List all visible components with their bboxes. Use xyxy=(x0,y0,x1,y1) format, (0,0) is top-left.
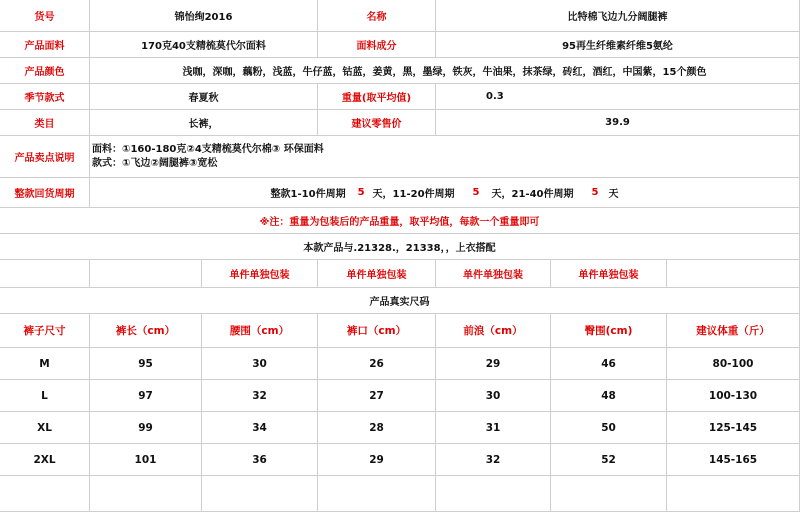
label-season: 季节款式 xyxy=(0,84,90,110)
header-size: 裤子尺寸 xyxy=(0,314,90,348)
packaging-4: 单件单独包装 xyxy=(551,260,667,288)
packaging-3: 单件单独包装 xyxy=(436,260,551,288)
size-cell: 27 xyxy=(318,380,436,412)
empty-cell xyxy=(0,260,90,288)
empty-cell xyxy=(318,476,436,512)
empty-cell xyxy=(667,260,800,288)
size-cell: 52 xyxy=(551,444,667,476)
header-front-rise: 前浪（cm） xyxy=(436,314,551,348)
value-price: 39.9 xyxy=(436,110,800,136)
size-cell: 100-130 xyxy=(667,380,800,412)
empty-cell xyxy=(90,476,202,512)
label-category: 类目 xyxy=(0,110,90,136)
size-cell: L xyxy=(0,380,90,412)
size-cell: 99 xyxy=(90,412,202,444)
header-hem: 裤口（cm） xyxy=(318,314,436,348)
label-weight: 重量(取平均值) xyxy=(318,84,436,110)
size-cell: 101 xyxy=(90,444,202,476)
value-season: 春夏秋 xyxy=(90,84,318,110)
weight-note xyxy=(0,208,800,234)
empty-cell xyxy=(667,476,800,512)
size-cell: XL xyxy=(0,412,90,444)
delivery-cycle xyxy=(90,178,800,208)
cycle-days-3: 5 xyxy=(591,187,599,198)
label-name: 名称 xyxy=(318,0,436,32)
empty-cell xyxy=(0,476,90,512)
label-price: 建议零售价 xyxy=(318,110,436,136)
value-item-no: 锦怡绚2016 xyxy=(90,0,318,32)
header-hip: 臀围(cm) xyxy=(551,314,667,348)
label-item-no: 货号 xyxy=(0,0,90,32)
size-table-title: 产品真实尺码 xyxy=(0,288,800,314)
selling-points xyxy=(90,136,800,178)
size-cell: 36 xyxy=(202,444,318,476)
size-cell: 95 xyxy=(90,348,202,380)
value-fabric: 170克40支精梳莫代尔面料 xyxy=(90,32,318,58)
size-cell: 29 xyxy=(436,348,551,380)
label-fabric: 产品面料 xyxy=(0,32,90,58)
size-cell: 50 xyxy=(551,412,667,444)
selling-point-fabric: 面料：①160-180克②4支精梳莫代尔棉③ 环保面料 xyxy=(92,143,324,155)
size-cell: 48 xyxy=(551,380,667,412)
size-cell: 28 xyxy=(318,412,436,444)
value-category: 长裤， xyxy=(90,110,318,136)
size-cell: 30 xyxy=(436,380,551,412)
size-cell: 29 xyxy=(318,444,436,476)
matching-note: 本款产品与.21328.，21338，，上衣搭配 xyxy=(0,234,800,260)
size-cell: M xyxy=(0,348,90,380)
size-cell: 32 xyxy=(436,444,551,476)
size-cell: 46 xyxy=(551,348,667,380)
header-waist: 腰围（cm） xyxy=(202,314,318,348)
packaging-1: 单件单独包装 xyxy=(202,260,318,288)
value-colors: 浅咖，深咖，藕粉，浅蓝，牛仔蓝，钴蓝，姜黄，黑，墨绿，铁灰，牛油果，抹茶绿，砖红，酒红，中国紫，15个颜色 xyxy=(90,58,800,84)
size-cell: 145-165 xyxy=(667,444,800,476)
value-weight: 0.3 xyxy=(436,84,800,110)
cycle-days-1: 5 xyxy=(357,187,365,198)
header-length: 裤长（cm） xyxy=(90,314,202,348)
size-cell: 30 xyxy=(202,348,318,380)
packaging-2: 单件单独包装 xyxy=(318,260,436,288)
cycle-text-1: 整款1-10件周期 xyxy=(270,189,346,200)
label-selling-points: 产品卖点说明 xyxy=(0,136,90,178)
label-colors: 产品颜色 xyxy=(0,58,90,84)
header-weight: 建议体重（斤） xyxy=(667,314,800,348)
cycle-text-2: 天，11-20件周期 xyxy=(372,189,455,200)
size-cell: 80-100 xyxy=(667,348,800,380)
empty-cell xyxy=(90,260,202,288)
label-composition: 面料成分 xyxy=(318,32,436,58)
size-cell: 97 xyxy=(90,380,202,412)
label-delivery-cycle: 整款回货周期 xyxy=(0,178,90,208)
size-cell: 32 xyxy=(202,380,318,412)
cycle-text-4: 天 xyxy=(608,189,619,200)
empty-cell xyxy=(436,476,551,512)
cycle-text-3: 天，21-40件周期 xyxy=(491,189,574,200)
size-cell: 34 xyxy=(202,412,318,444)
value-name: 比特棉飞边九分阔腿裤 xyxy=(436,0,800,32)
size-cell: 2XL xyxy=(0,444,90,476)
empty-cell xyxy=(202,476,318,512)
size-cell: 26 xyxy=(318,348,436,380)
selling-point-style: 款式：①飞边②阔腿裤③宽松 xyxy=(92,157,218,169)
size-cell: 125-145 xyxy=(667,412,800,444)
value-composition: 95再生纤维素纤维5氨纶 xyxy=(436,32,800,58)
empty-cell xyxy=(551,476,667,512)
cycle-days-2: 5 xyxy=(472,187,480,198)
size-cell: 31 xyxy=(436,412,551,444)
weight-note-text: ※注：重量为包装后的产品重量，取平均值，每款一个重量即可 xyxy=(259,217,540,228)
